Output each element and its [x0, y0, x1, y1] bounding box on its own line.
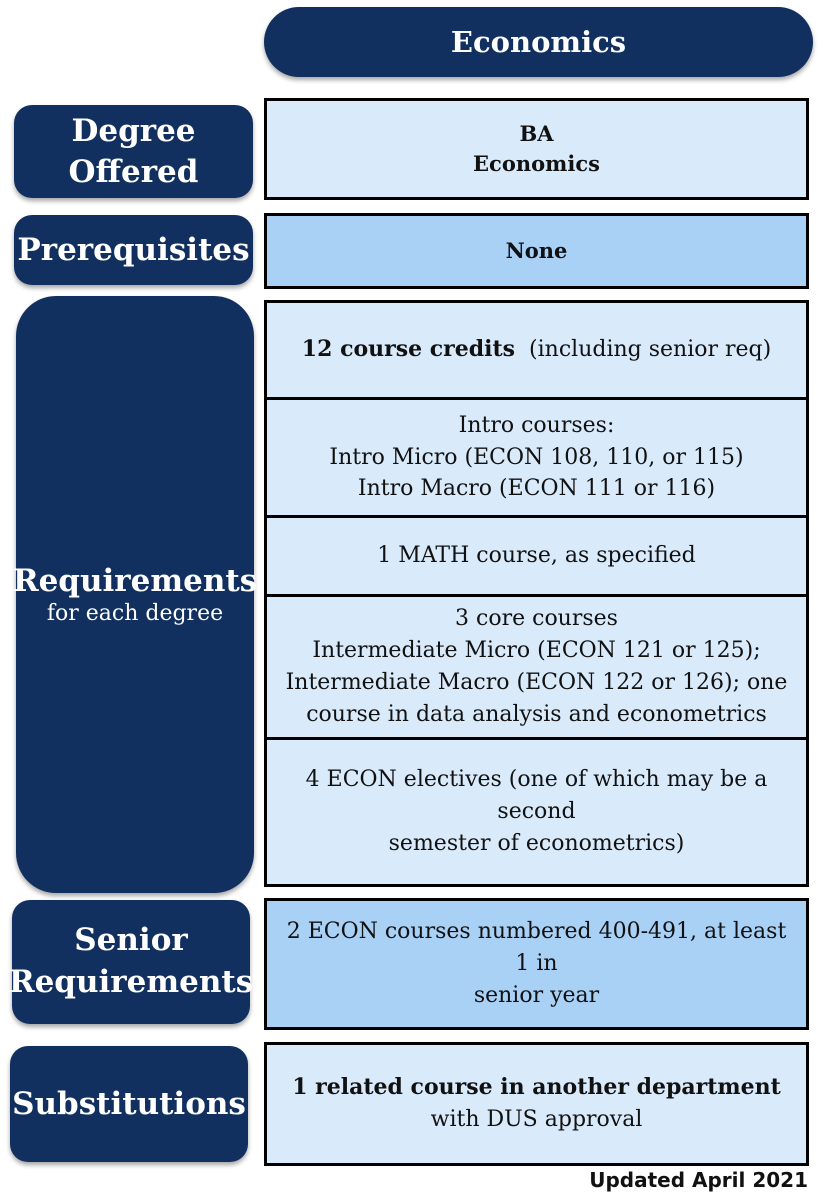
- requirements-credits-cell: [267, 303, 806, 400]
- prerequisites-label-text: Prerequisites: [17, 231, 250, 268]
- credits-rest: (including senior req): [529, 337, 772, 363]
- page-title: Economics: [264, 7, 813, 77]
- requirements-math-cell: [267, 518, 806, 597]
- intro-line3: Intro Macro (ECON 111 or 116): [357, 476, 716, 502]
- degree-offered-line1: BA: [519, 120, 554, 146]
- degree-offered-label-text: Degree Offered: [68, 113, 199, 190]
- credits-text: [302, 334, 771, 366]
- credits-bold: 12 course credits: [301, 336, 516, 363]
- requirements-core-cell: [267, 597, 806, 740]
- label-substitutions: [10, 1046, 248, 1162]
- senior-requirements-box: [264, 898, 809, 1030]
- updated-date: Updated April 2021: [589, 1168, 808, 1192]
- core-line2: Intermediate Micro (ECON 121 or 125);: [312, 638, 761, 664]
- electives-line2: semester of econometrics): [388, 830, 685, 856]
- prerequisites-box: [264, 213, 809, 289]
- degree-offered-box: [264, 98, 809, 200]
- senior-label-line2: Requirements: [8, 964, 254, 1000]
- substitutions-value-bold: 1 related course in another department: [292, 1074, 781, 1101]
- substitutions-box: [264, 1042, 809, 1166]
- intro-line2: Intro Micro (ECON 108, 110, or 115): [329, 444, 744, 470]
- intro-line1: Intro courses:: [458, 412, 615, 438]
- electives-line1: 4 ECON electives (one of which may be a second: [305, 767, 768, 825]
- substitutions-label-text: Substitutions: [12, 1085, 246, 1122]
- prerequisites-value: None: [505, 237, 568, 263]
- requirements-electives-cell: [267, 740, 806, 884]
- core-line1: 3 core courses: [455, 606, 618, 632]
- math-text: 1 MATH course, as specified: [377, 543, 696, 569]
- substitutions-value-rest: with DUS approval: [430, 1107, 643, 1132]
- degree-offered-line2: Economics: [473, 151, 600, 176]
- senior-value-line1: 2 ECON courses numbered 400-491, at least 1 in: [286, 919, 787, 977]
- senior-value-line2: senior year: [473, 982, 600, 1008]
- core-line3: Intermediate Macro (ECON 122 or 126); one: [285, 670, 788, 695]
- requirements-stack: [264, 300, 809, 887]
- requirements-intro-cell: [267, 400, 806, 518]
- requirements-sublabel: for each degree: [46, 601, 224, 627]
- senior-label-line1: Senior: [74, 922, 188, 959]
- label-degree-offered: [14, 105, 253, 198]
- requirements-label-text: Requirements: [12, 563, 258, 600]
- label-requirements: [12, 296, 258, 893]
- core-line4: course in data analysis and econometrics: [306, 701, 767, 727]
- label-senior-requirements: [8, 900, 254, 1024]
- label-prerequisites: [14, 215, 253, 285]
